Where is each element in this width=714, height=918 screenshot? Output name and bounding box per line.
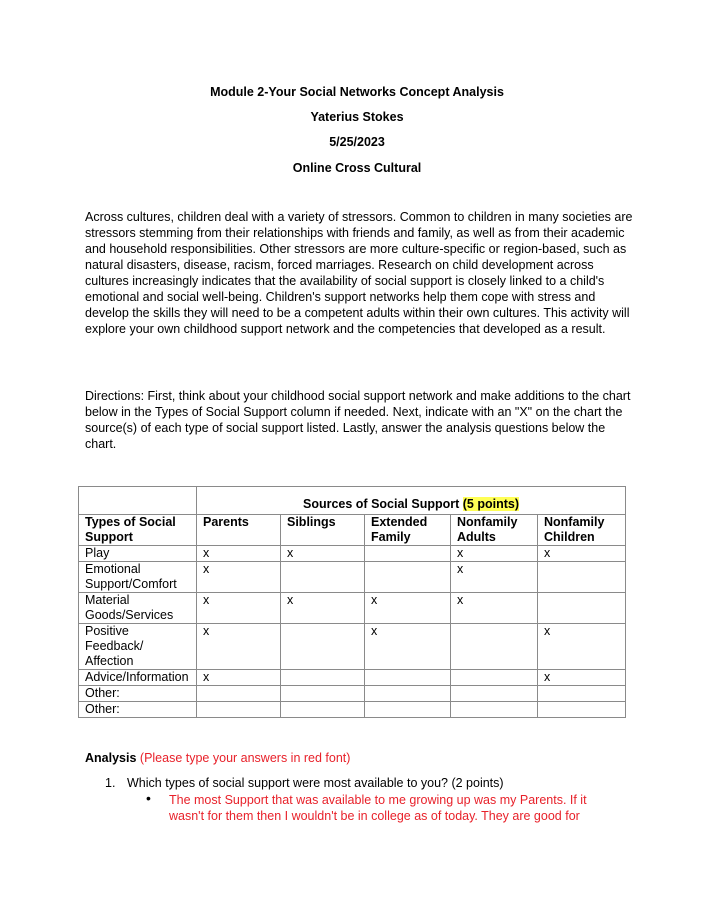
table-cell: x [365, 624, 451, 670]
table-cell [538, 686, 626, 702]
table-cell: x [365, 593, 451, 624]
bullet-icon: • [146, 790, 151, 806]
table-row [79, 686, 626, 702]
table-row [79, 702, 626, 718]
table-cell [451, 670, 538, 686]
directions-paragraph: Directions: First, think about your childhood social support network and make additions to the chart below in the Types of Social Support column if needed. Next, indicate with an "X" on the chart the source(s) of each type of social support listed. Lastly, answer the analysis questions below the chart. [85, 389, 631, 451]
table-title: Sources of Social Support [303, 497, 463, 511]
table-blank-cell [79, 487, 197, 515]
table-cell: x [197, 546, 281, 562]
table-cell [281, 624, 365, 670]
table-header-row [79, 515, 626, 546]
table-cell: x [538, 546, 626, 562]
table-title-row [79, 487, 626, 515]
social-support-table [78, 486, 626, 718]
document-date: 5/25/2023 [329, 135, 385, 149]
table-cell [365, 686, 451, 702]
table-cell [538, 702, 626, 718]
table-cell [365, 702, 451, 718]
support-type-cell: Other: [79, 702, 197, 718]
table-row [79, 546, 626, 562]
table-cell [538, 562, 626, 593]
support-type-cell: Positive Feedback/ Affection [79, 624, 197, 670]
table-cell: x [197, 670, 281, 686]
table-cell [281, 670, 365, 686]
author-name: Yaterius Stokes [310, 110, 404, 124]
table-cell: x [451, 562, 538, 593]
table-row [79, 624, 626, 670]
table-cell [281, 562, 365, 593]
table-cell: x [197, 624, 281, 670]
course-name: Online Cross Cultural [292, 161, 422, 175]
support-type-cell: Advice/Information [79, 670, 197, 686]
column-header: Siblings [281, 515, 365, 546]
table-cell: x [451, 593, 538, 624]
table-row [79, 670, 626, 686]
column-header: Nonfamily Children [538, 515, 626, 546]
table-row [79, 562, 626, 593]
table-cell: x [281, 546, 365, 562]
analysis-heading-line [85, 750, 350, 766]
analysis-heading: Analysis [85, 751, 137, 765]
table-cell [197, 686, 281, 702]
question-1 [105, 775, 504, 791]
column-header: Extended Family [365, 515, 451, 546]
table-cell [451, 702, 538, 718]
question-1-answer: The most Support that was available to me growing up was my Parents. If it wasn't for them then I wouldn't be in college as of today. They are good for [169, 793, 587, 823]
table-cell [451, 686, 538, 702]
support-type-cell: Emotional Support/Comfort [79, 562, 197, 593]
column-header: Types of Social Support [79, 515, 197, 546]
table-title-cell [197, 487, 626, 515]
intro-paragraph: Across cultures, children deal with a variety of stressors. Common to children in many societies are stressors stemming from their relationships with friends and family, as well as from their academic and household responsibilities. Other stressors are more culture-specific or region-based, such as natural disasters, disease, racism, forced marriages. Research on child development across cultures increasingly indicates that the availability of social support is closely linked to a child's emotional and social well-being. Children's support networks help them cope with stress and develop the skills they will need to be a competent adults within their own cultures. This activity will explore your own childhood support network and the competencies that developed as a result. [85, 210, 633, 336]
table-cell [538, 593, 626, 624]
table-cell [365, 670, 451, 686]
table-row [79, 593, 626, 624]
table-cell [281, 686, 365, 702]
table-cell: x [197, 593, 281, 624]
table-cell: x [281, 593, 365, 624]
table-cell [281, 702, 365, 718]
table-cell [197, 702, 281, 718]
support-type-cell: Material Goods/Services [79, 593, 197, 624]
table-cell: x [451, 546, 538, 562]
question-text: Which types of social support were most available to you? (2 points) [127, 776, 504, 790]
support-type-cell: Play [79, 546, 197, 562]
question-number: 1. [105, 776, 116, 790]
column-header: Parents [197, 515, 281, 546]
table-cell [365, 562, 451, 593]
table-cell: x [538, 624, 626, 670]
table-cell [451, 624, 538, 670]
table-cell [365, 546, 451, 562]
table-cell: x [538, 670, 626, 686]
support-type-cell: Other: [79, 686, 197, 702]
points-highlight: (5 points) [462, 497, 519, 511]
document-title: Module 2-Your Social Networks Concept Analysis [210, 85, 504, 99]
column-header: Nonfamily Adults [451, 515, 538, 546]
table-cell: x [197, 562, 281, 593]
analysis-note: (Please type your answers in red font) [139, 751, 351, 765]
